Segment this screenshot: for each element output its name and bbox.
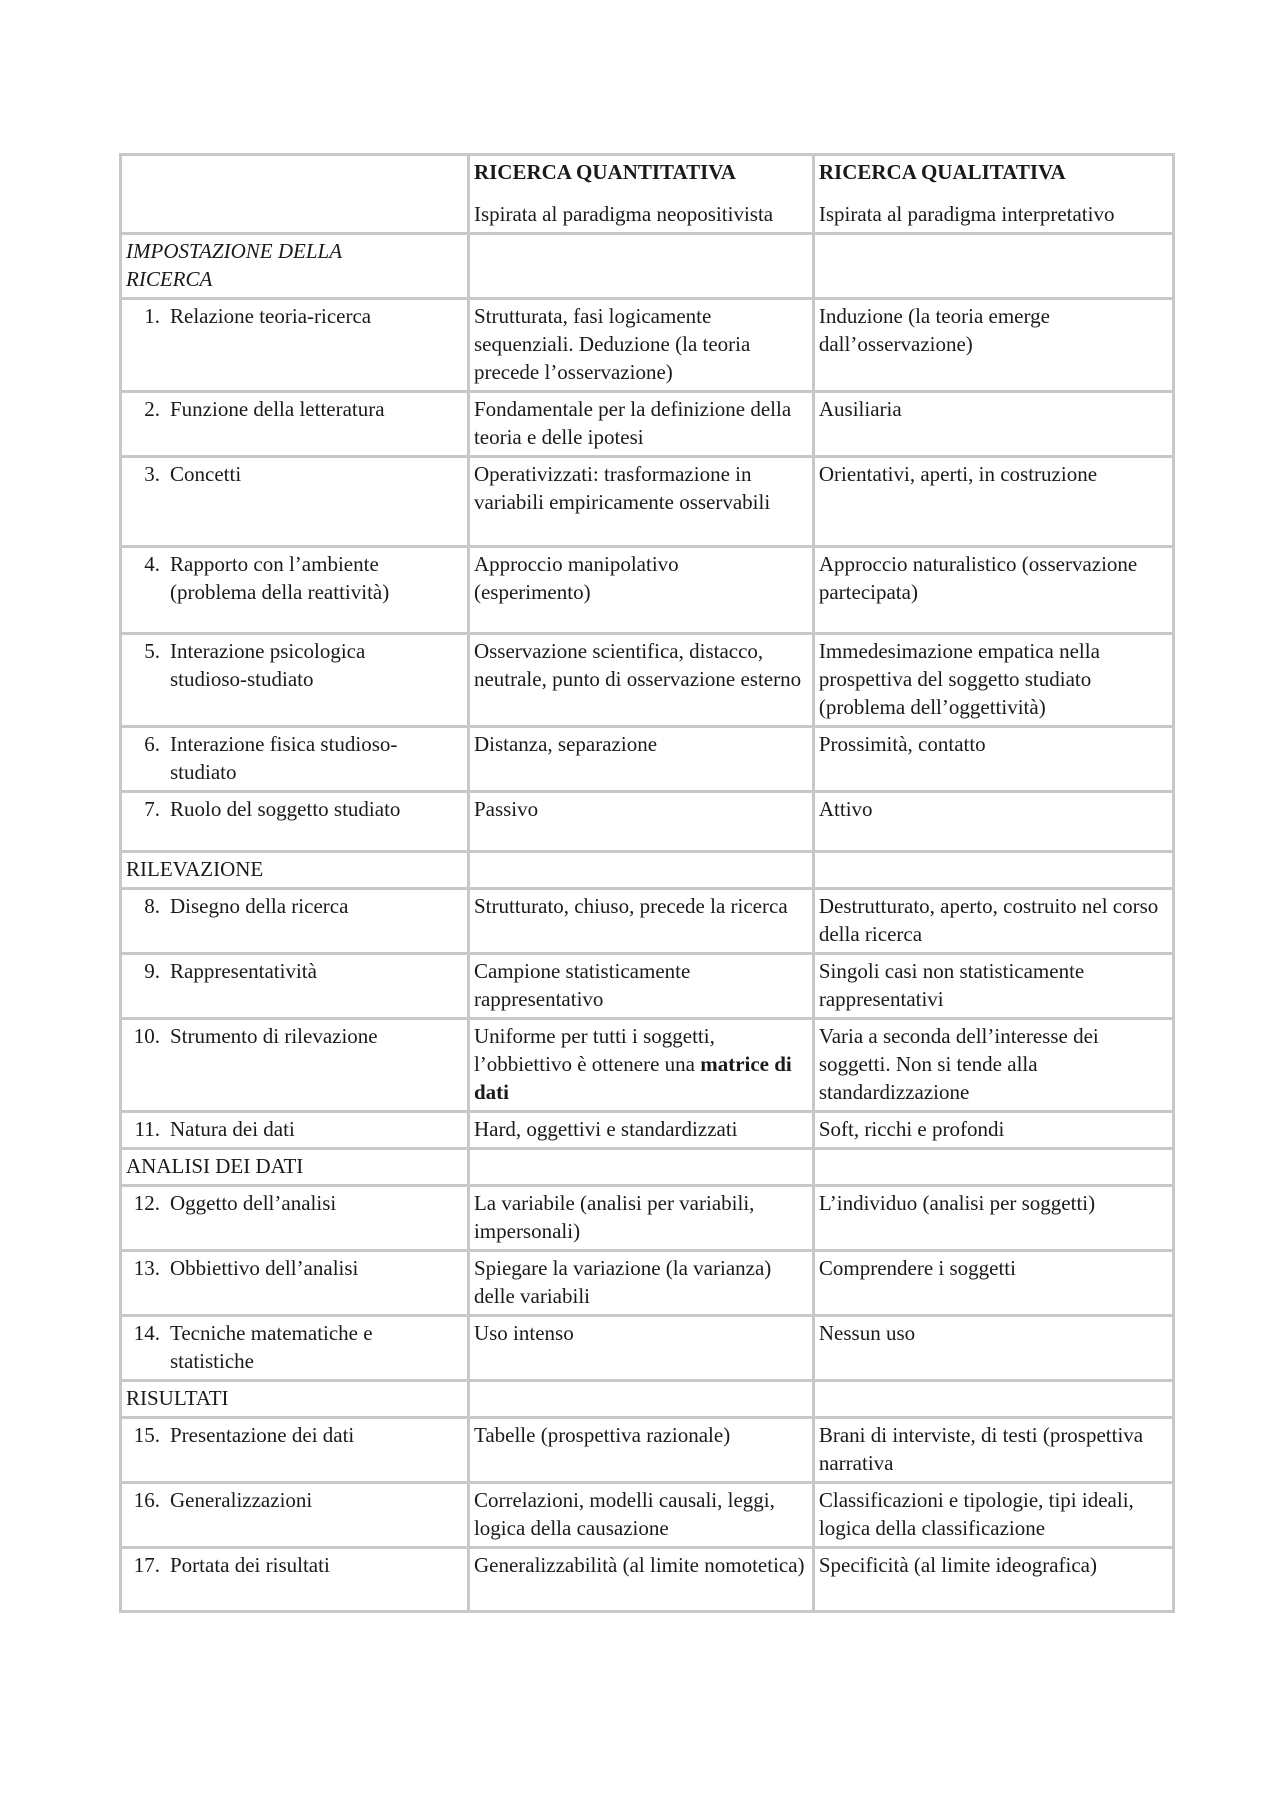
empty-cell — [468, 234, 813, 299]
table-row — [121, 889, 1174, 954]
row-label-cell — [121, 547, 469, 634]
row-number: 4. — [144, 552, 160, 576]
qual-cell: Orientativi, aperti, in costruzione — [813, 457, 1173, 547]
quant-subtitle: Ispirata al paradigma neopositivista — [473, 202, 774, 226]
qual-cell: Varia a seconda dell’interesse dei soggetti. Non si tende alla standardizzazione — [813, 1019, 1173, 1112]
quant-cell — [468, 1019, 813, 1112]
table-row — [121, 1483, 1174, 1548]
qual-cell: Ausiliaria — [813, 392, 1173, 457]
table-row — [121, 1251, 1174, 1316]
quant-cell: La variabile (analisi per variabili, impersonali) — [468, 1186, 813, 1251]
row-label-cell — [121, 1548, 469, 1612]
comparison-table — [119, 153, 1175, 1613]
row-label: Portata dei risultati — [170, 1553, 330, 1577]
qual-cell: Comprendere i soggetti — [813, 1251, 1173, 1316]
row-label-cell — [121, 1251, 469, 1316]
row-number: 3. — [144, 462, 160, 486]
row-label-cell — [121, 889, 469, 954]
qual-cell: Approccio naturalistico (osservazione partecipata) — [813, 547, 1173, 634]
table-row — [121, 954, 1174, 1019]
row-label-cell — [121, 634, 469, 727]
quant-cell: Hard, oggettivi e standardizzati — [468, 1112, 813, 1149]
quant-title: RICERCA QUANTITATIVA — [473, 160, 736, 184]
row-number: 6. — [144, 732, 160, 756]
quant-text: Uniforme per tutti i soggetti, l’obbiettivo è ottenere una — [473, 1024, 715, 1076]
empty-cell — [813, 1381, 1173, 1418]
header-quant-cell — [468, 155, 813, 234]
section-title: RILEVAZIONE — [121, 852, 469, 889]
row-label-cell — [121, 1019, 469, 1112]
row-label-cell — [121, 1316, 469, 1381]
row-label: Presentazione dei dati — [170, 1423, 355, 1447]
row-label: Funzione della letteratura — [170, 397, 385, 421]
quant-bold-text: matrice di dati — [473, 1052, 792, 1104]
qual-cell: Attivo — [813, 792, 1173, 852]
quant-cell: Osservazione scientifica, distacco, neutrale, punto di osservazione esterno — [468, 634, 813, 727]
row-label: Rappresentatività — [170, 959, 317, 983]
row-label: Strumento di rilevazione — [170, 1024, 378, 1048]
quant-cell: Uso intenso — [468, 1316, 813, 1381]
empty-cell — [468, 1149, 813, 1186]
qual-cell: Immedesimazione empatica nella prospettiva del soggetto studiato (problema dell’oggettività) — [813, 634, 1173, 727]
row-label: Concetti — [170, 462, 242, 486]
row-number: 15. — [133, 1423, 160, 1447]
empty-cell — [468, 852, 813, 889]
quant-cell: Fondamentale per la definizione della teoria e delle ipotesi — [468, 392, 813, 457]
table-row — [121, 547, 1174, 634]
row-label-cell — [121, 1483, 469, 1548]
table-row — [121, 792, 1174, 852]
qual-cell: Destrutturato, aperto, costruito nel corso della ricerca — [813, 889, 1173, 954]
row-label: Obbiettivo dell’analisi — [170, 1256, 359, 1280]
table-row — [121, 457, 1174, 547]
row-number: 16. — [133, 1488, 160, 1512]
quant-cell: Passivo — [468, 792, 813, 852]
row-number: 10. — [133, 1024, 160, 1048]
row-number: 9. — [144, 959, 160, 983]
row-label: Generalizzazioni — [170, 1488, 313, 1512]
empty-cell — [813, 852, 1173, 889]
row-number: 17. — [133, 1553, 160, 1577]
row-number: 12. — [133, 1191, 160, 1215]
row-number: 2. — [144, 397, 160, 421]
row-label: Rapporto con l’ambiente (problema della reattività) — [170, 552, 390, 604]
header-row — [121, 155, 1174, 234]
row-label-cell — [121, 1418, 469, 1483]
row-label-cell — [121, 1186, 469, 1251]
row-number: 5. — [144, 639, 160, 663]
qual-cell: Brani di interviste, di testi (prospettiva narrativa — [813, 1418, 1173, 1483]
row-label: Disegno della ricerca — [170, 894, 349, 918]
quant-cell: Generalizzabilità (al limite nomotetica) — [468, 1548, 813, 1612]
empty-cell — [468, 1381, 813, 1418]
row-number: 7. — [144, 797, 160, 821]
table-row — [121, 299, 1174, 392]
quant-cell: Tabelle (prospettiva razionale) — [468, 1418, 813, 1483]
row-label-cell — [121, 1112, 469, 1149]
row-label: Natura dei dati — [170, 1117, 295, 1141]
qual-cell: Soft, ricchi e profondi — [813, 1112, 1173, 1149]
empty-cell — [813, 234, 1173, 299]
row-number: 8. — [144, 894, 160, 918]
row-label-cell — [121, 954, 469, 1019]
qual-cell: L’individuo (analisi per soggetti) — [813, 1186, 1173, 1251]
qual-cell: Induzione (la teoria emerge dall’osservazione) — [813, 299, 1173, 392]
header-empty-cell — [121, 155, 469, 234]
row-label: Oggetto dell’analisi — [170, 1191, 337, 1215]
quant-cell: Correlazioni, modelli causali, leggi, logica della causazione — [468, 1483, 813, 1548]
table-row — [121, 392, 1174, 457]
row-label: Ruolo del soggetto studiato — [170, 797, 401, 821]
table-row — [121, 727, 1174, 792]
quant-cell: Operativizzati: trasformazione in variabili empiricamente osservabili — [468, 457, 813, 547]
table-row — [121, 1548, 1174, 1612]
row-number: 1. — [144, 304, 160, 328]
quant-cell: Strutturata, fasi logicamente sequenziali. Deduzione (la teoria precede l’osservazione) — [468, 299, 813, 392]
qual-subtitle: Ispirata al paradigma interpretativo — [818, 202, 1115, 226]
row-label: Interazione fisica studioso-studiato — [170, 732, 398, 784]
table-row — [121, 1186, 1174, 1251]
row-label-cell — [121, 457, 469, 547]
qual-cell: Specificità (al limite ideografica) — [813, 1548, 1173, 1612]
row-number: 14. — [133, 1321, 160, 1345]
row-label-cell — [121, 792, 469, 852]
section-row — [121, 1149, 1174, 1186]
qual-cell: Singoli casi non statisticamente rappresentativi — [813, 954, 1173, 1019]
row-label-cell — [121, 727, 469, 792]
row-number: 11. — [134, 1117, 160, 1141]
qual-cell: Classificazioni e tipologie, tipi ideali, logica della classificazione — [813, 1483, 1173, 1548]
quant-cell: Approccio manipolativo (esperimento) — [468, 547, 813, 634]
section-title: RISULTATI — [121, 1381, 469, 1418]
row-label: Relazione teoria-ricerca — [170, 304, 372, 328]
qual-cell: Prossimità, contatto — [813, 727, 1173, 792]
section-title: ANALISI DEI DATI — [121, 1149, 469, 1186]
section-title: IMPOSTAZIONE DELLA RICERCA — [121, 234, 469, 299]
quant-cell: Distanza, separazione — [468, 727, 813, 792]
row-label: Tecniche matematiche e statistiche — [170, 1321, 373, 1373]
document-page — [119, 153, 1175, 1613]
quant-cell: Strutturato, chiuso, precede la ricerca — [468, 889, 813, 954]
empty-cell — [813, 1149, 1173, 1186]
section-row — [121, 852, 1174, 889]
table-row — [121, 1112, 1174, 1149]
table-row — [121, 1418, 1174, 1483]
quant-cell: Spiegare la variazione (la varianza) delle variabili — [468, 1251, 813, 1316]
row-label-cell — [121, 392, 469, 457]
quant-cell: Campione statisticamente rappresentativo — [468, 954, 813, 1019]
section-row — [121, 1381, 1174, 1418]
table-row — [121, 634, 1174, 727]
section-row — [121, 234, 1174, 299]
table-row — [121, 1316, 1174, 1381]
header-qual-cell — [813, 155, 1173, 234]
row-label: Interazione psicologica studioso-studiato — [170, 639, 366, 691]
qual-title: RICERCA QUALITATIVA — [818, 160, 1066, 184]
row-number: 13. — [133, 1256, 160, 1280]
qual-cell: Nessun uso — [813, 1316, 1173, 1381]
table-row — [121, 1019, 1174, 1112]
row-label-cell — [121, 299, 469, 392]
